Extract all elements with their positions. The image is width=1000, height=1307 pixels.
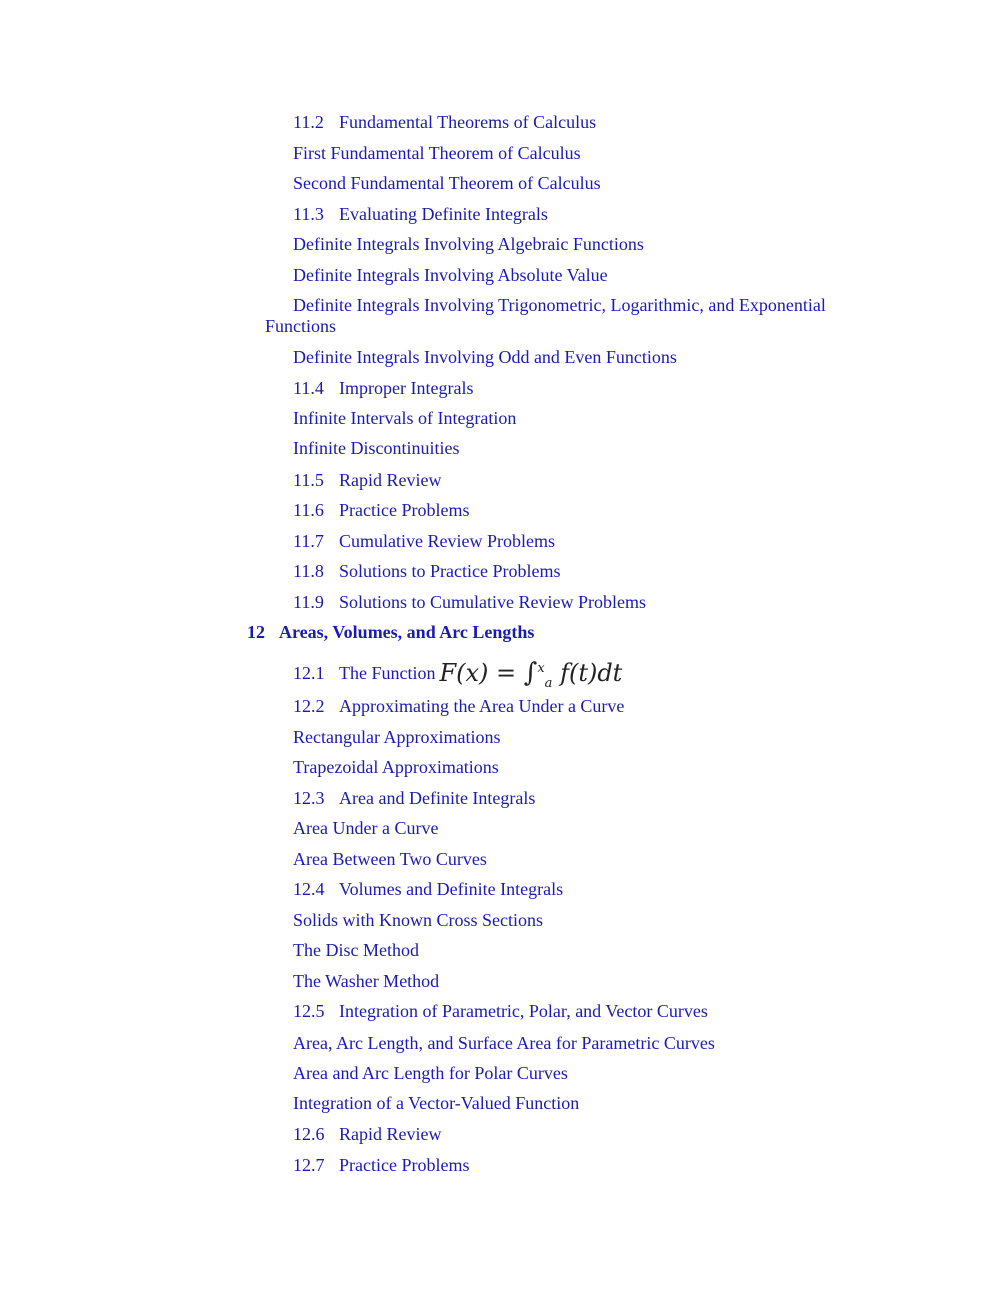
section-title: Solutions to Practice Problems	[339, 561, 561, 581]
formula-rhs: f(t)dt	[552, 659, 623, 687]
chapter-title: Areas, Volumes, and Arc Lengths	[279, 622, 535, 642]
toc-section-12-7[interactable]	[293, 1155, 469, 1176]
subsection-title: Area and Arc Length for Polar Curves	[293, 1063, 568, 1083]
subsection-title: Definite Integrals Involving Odd and Even Functions	[293, 347, 677, 367]
subsection-title-continuation: Functions	[265, 316, 337, 336]
subsection-title: Area Between Two Curves	[293, 849, 487, 869]
section-title: Approximating the Area Under a Curve	[339, 696, 625, 716]
section-number: 12.2	[293, 696, 325, 716]
section-number: 11.6	[293, 500, 324, 520]
subsection-title: Solids with Known Cross Sections	[293, 910, 544, 930]
section-number: 11.9	[293, 592, 324, 612]
section-title: Cumulative Review Problems	[339, 531, 555, 551]
section-title: Evaluating Definite Integrals	[339, 204, 548, 224]
section-number: 12.3	[293, 788, 325, 808]
section-title: The Function	[339, 663, 436, 683]
subsection-title: First Fundamental Theorem of Calculus	[293, 143, 581, 163]
toc-subsection-parametric-curves[interactable]	[293, 1033, 715, 1054]
section-title: Volumes and Definite Integrals	[339, 879, 564, 899]
toc-subsection-trapezoidal[interactable]	[293, 757, 499, 778]
subsection-title: Area, Arc Length, and Surface Area for Parametric Curves	[293, 1033, 715, 1053]
toc-subsection-absolute-value[interactable]	[293, 265, 608, 286]
section-title: Integration of Parametric, Polar, and Vector Curves	[339, 1001, 708, 1021]
toc-subsection-disc-method[interactable]	[293, 940, 419, 961]
toc-section-11-9[interactable]	[293, 592, 646, 613]
formula-lhs: F(x) =	[439, 659, 524, 687]
section-title: Practice Problems	[339, 500, 470, 520]
section-number: 11.7	[293, 531, 324, 551]
integral-icon: ∫	[523, 658, 538, 688]
toc-section-12-3[interactable]	[293, 788, 535, 809]
toc-subsection-odd-even-functions[interactable]	[293, 347, 677, 368]
toc-subsection-first-fundamental-theorem[interactable]	[293, 143, 581, 164]
section-number: 11.2	[293, 112, 324, 132]
toc-section-11-6[interactable]	[293, 500, 469, 521]
toc-section-11-2[interactable]	[293, 112, 596, 133]
section-title: Rapid Review	[339, 1124, 442, 1144]
toc-subsection-washer-method[interactable]	[293, 971, 439, 992]
toc-subsection-rectangular[interactable]	[293, 727, 500, 748]
toc-subsection-second-fundamental-theorem[interactable]	[293, 173, 601, 194]
section-title: Rapid Review	[339, 470, 442, 490]
subsection-title: Rectangular Approximations	[293, 727, 501, 747]
chapter-number: 12	[247, 622, 265, 642]
section-title: Solutions to Cumulative Review Problems	[339, 592, 646, 612]
section-title: Practice Problems	[339, 1155, 470, 1175]
toc-section-11-3[interactable]	[293, 204, 548, 225]
toc-subsection-algebraic-functions[interactable]	[293, 234, 644, 255]
upper-limit: x	[537, 661, 545, 676]
toc-subsection-trig-log-exp[interactable]	[293, 295, 826, 316]
toc-section-11-8[interactable]	[293, 561, 560, 582]
section-number: 11.5	[293, 470, 324, 490]
toc-section-12-5[interactable]	[293, 1001, 708, 1022]
subsection-title: Definite Integrals Involving Trigonometric, Logarithmic, and Exponential	[293, 295, 826, 315]
toc-subsection-area-between-curves[interactable]	[293, 849, 487, 870]
section-number: 12.4	[293, 879, 325, 899]
section-number: 12.5	[293, 1001, 325, 1021]
section-number: 11.3	[293, 204, 324, 224]
toc-chapter-12[interactable]	[247, 622, 534, 643]
toc-section-12-1[interactable]	[293, 656, 622, 692]
subsection-title: Definite Integrals Involving Algebraic Functions	[293, 234, 644, 254]
section-number: 12.7	[293, 1155, 325, 1175]
toc-section-11-4[interactable]	[293, 378, 473, 399]
subsection-title: Infinite Intervals of Integration	[293, 408, 517, 428]
toc-subsection-known-cross-sections[interactable]	[293, 910, 543, 931]
section-title: Fundamental Theorems of Calculus	[339, 112, 597, 132]
section-title: Area and Definite Integrals	[339, 788, 536, 808]
subsection-title: The Washer Method	[293, 971, 440, 991]
subsection-title: The Disc Method	[293, 940, 419, 960]
subsection-title: Definite Integrals Involving Absolute Value	[293, 265, 608, 285]
toc-subsection-area-under-curve[interactable]	[293, 818, 438, 839]
toc-subsection-infinite-discontinuities[interactable]	[293, 438, 459, 459]
toc-section-11-7[interactable]	[293, 531, 555, 552]
section-title: Improper Integrals	[339, 378, 474, 398]
toc-section-11-5[interactable]	[293, 470, 441, 491]
section-number: 12.6	[293, 1124, 325, 1144]
toc-section-12-2[interactable]	[293, 696, 624, 717]
toc-subsection-trig-log-exp-continuation[interactable]	[265, 316, 336, 337]
toc-section-12-6[interactable]	[293, 1124, 441, 1145]
subsection-title: Trapezoidal Approximations	[293, 757, 499, 777]
toc-subsection-vector-valued-function[interactable]	[293, 1093, 579, 1114]
toc-subsection-polar-curves[interactable]	[293, 1063, 568, 1084]
subsection-title: Infinite Discontinuities	[293, 438, 460, 458]
section-number: 11.8	[293, 561, 324, 581]
section-number: 12.1	[293, 663, 325, 683]
subsection-title: Second Fundamental Theorem of Calculus	[293, 173, 601, 193]
formula	[439, 658, 623, 691]
subsection-title: Area Under a Curve	[293, 818, 439, 838]
toc-section-12-4[interactable]	[293, 879, 563, 900]
section-number: 11.4	[293, 378, 324, 398]
subsection-title: Integration of a Vector-Valued Function	[293, 1093, 580, 1113]
toc-subsection-infinite-intervals[interactable]	[293, 408, 516, 429]
lower-limit: a	[544, 675, 553, 691]
